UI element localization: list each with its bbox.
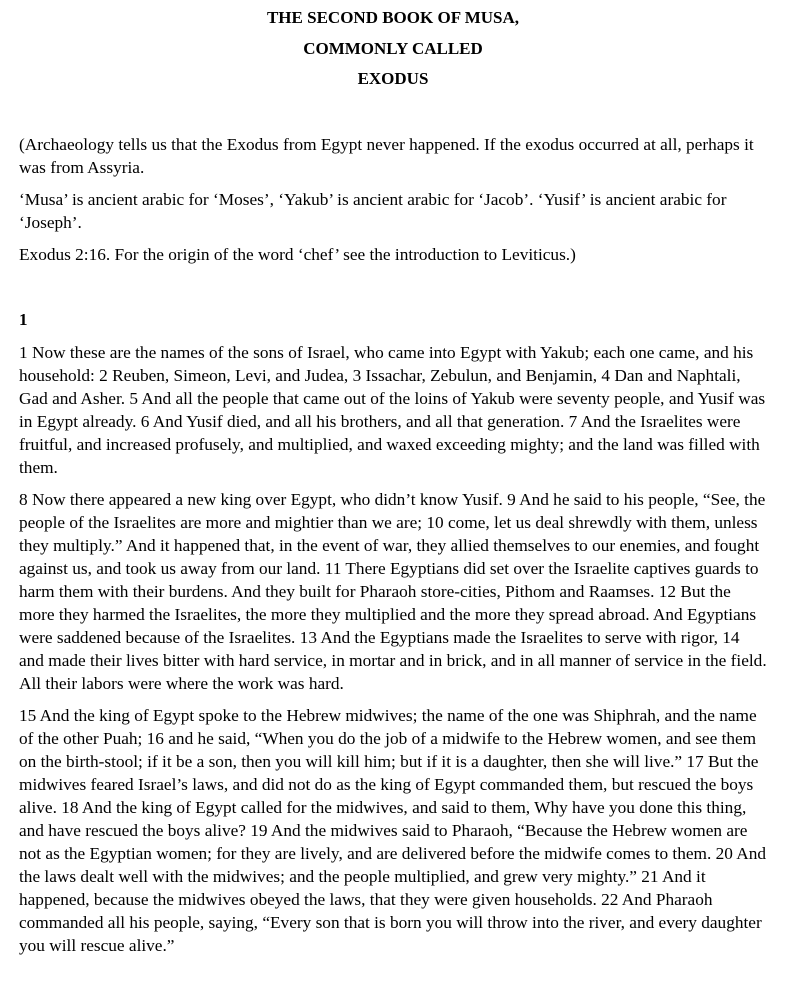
- intro-paragraph: (Archaeology tells us that the Exodus from Egypt never happened. If the exodus occurred at all, perhaps it was from Assyria.: [19, 134, 754, 177]
- verse-paragraph: 1 Now these are the names of the sons of Israel, who came into Egypt with Yakub; each one came, and his household: 2 Reuben, Simeon, Levi, and Judea, 3 Issachar, Zebulun, and Benjamin, 4 Dan and Naphtali, Gad and Asher. 5 And all the people that came out of the loins of Yakub were seventy people, and Yusif was in Egypt already. 6 And Yusif died, and all his brothers, and all that generation. 7 And the Israelites were fruitful, and increased profusely, and multiplied, and waxed exceeding mighty; and the land was filled with them.: [19, 342, 766, 477]
- intro-paragraph: Exodus 2:16. For the origin of the word ‘chef’ see the introduction to Leviticus.): [19, 244, 576, 264]
- verse-paragraph: 8 Now there appeared a new king over Egypt, who didn’t know Yusif. 9 And he said to his people, “See, the people of the Israelites are more and mightier than we are; 10 come, let us deal shrewdly with them, unless they multiply.” And it happened that, in the event of war, they allied themselves to our enemies, and fought against us, and took us away from our land. 11 There Egyptians did set over the Israelite captives guards to harm them with their burdens. And they built for Pharaoh store-cities, Pithom and Raamses. 12 But the more they harmed the Israelites, the more they multiplied and the more they spread abroad. And Egyptians were saddened because of the Israelites. 13 And the Egyptians made the Israelites to serve with rigor, 14 and made their lives bitter with hard service, in mortar and in brick, and in all manner of service in the field. All their labors were where the work was hard.: [19, 489, 767, 693]
- title-line-1: THE SECOND BOOK OF MUSA,: [266, 8, 520, 27]
- book-title: [19, 0, 767, 95]
- intro-paragraph: ‘Musa’ is ancient arabic for ‘Moses’, ‘Yakub’ is ancient arabic for ‘Jacob’. ‘Yusif’ is ancient arabic for ‘Joseph’.: [19, 189, 727, 232]
- chapter-heading: 1: [19, 309, 28, 329]
- title-line-3: EXODUS: [357, 69, 429, 88]
- chapter-body: [19, 341, 767, 957]
- title-line-2: COMMONLY CALLED: [303, 38, 483, 58]
- intro-note: [19, 133, 767, 266]
- verse-paragraph: 15 And the king of Egypt spoke to the Hebrew midwives; the name of the one was Shiphrah, and the name of the other Puah; 16 and he said, “When you do the job of a midwife to the Hebrew women, and see them on the birth-stool; if it be a son, then you will kill him; but if it is a daughter, then she will live.” 17 But the midwives feared Israel’s laws, and did not do as the king of Egypt commanded them, but rescued the boys alive. 18 And the king of Egypt called for the midwives, and said to them, Why have you done this thing, and have rescued the boys alive? 19 And the midwives said to Pharaoh, “Because the Hebrew women are not as the Egyptian women; for they are lively, and are delivered before the midwife comes to them. 20 And the laws dealt well with the midwives; and the people multiplied, and grew very mighty.” 21 And it happened, because the midwives obeyed the laws, that they were given households. 22 And Pharaoh commanded all his people, saying, “Every son that is born you will throw into the river, and every daughter you will rescue alive.”: [19, 705, 767, 955]
